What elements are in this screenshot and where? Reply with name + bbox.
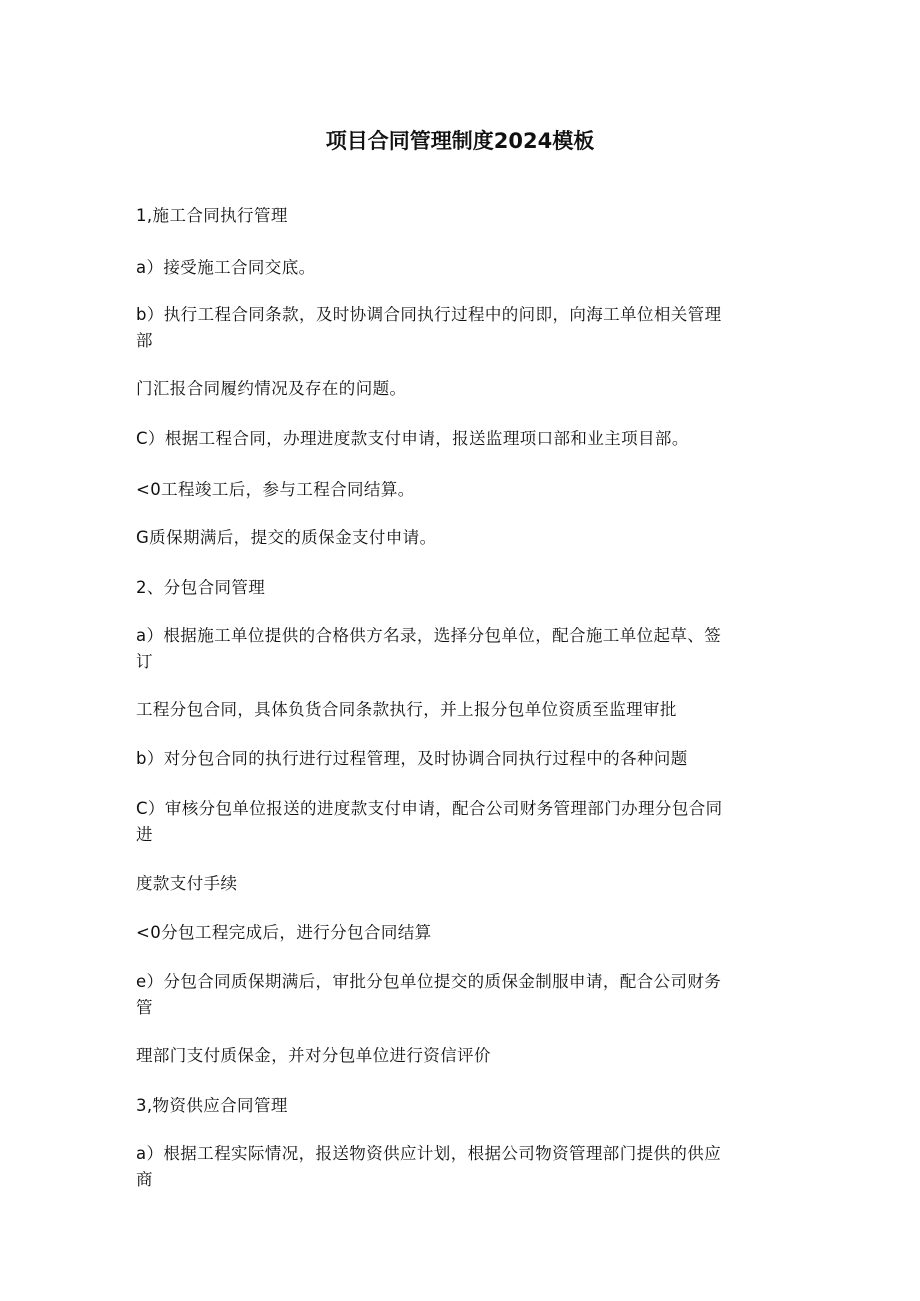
paragraph-line: 度款支付手续 [136,874,238,893]
section-heading-2: 2、分包合同管理 [136,578,266,597]
section-heading-1: 1,施工合同执行管理 [136,206,288,225]
paragraph-line: 部 [136,331,153,350]
paragraph-line: 理部门支付质保金，并对分包单位进行资信评价 [136,1046,491,1065]
paragraph-line: 订 [136,652,153,671]
paragraph-line: e）分包合同质保期满后，审批分包单位提交的质保金制服申请，配合公司财务 [136,972,722,991]
paragraph-line: <0工程竣工后，参与工程合同结算。 [136,480,415,499]
paragraph-line: C）审核分包单位报送的进度款支付申请，配合公司财务管理部门办理分包合同 [136,799,723,818]
paragraph-line: 管 [136,998,153,1017]
paragraph-line: a）根据施工单位提供的合格供方名录，选择分包单位，配合施工单位起草、签 [136,626,722,645]
document-title: 项目合同管理制度2024模板 [325,129,595,153]
paragraph-line: 商 [136,1170,153,1189]
paragraph-line: a）接受施工合同交底。 [136,258,316,277]
paragraph-line: b）对分包合同的执行进行过程管理，及时协调合同执行过程中的各种问题 [136,749,688,768]
paragraph-line: b）执行工程合同条款，及时协调合同执行过程中的问即，向海工单位相关管理 [136,305,722,324]
paragraph-line: 进 [136,825,153,844]
paragraph-line: 工程分包合同，具体负货合同条款执行，并上报分包单位资质至监理审批 [136,700,677,719]
paragraph-line: 门汇报合同履约情况及存在的问题。 [136,379,407,398]
paragraph-line: G质保期满后，提交的质保金支付申请。 [136,528,437,547]
paragraph-line: a）根据工程实际情况，报送物资供应计划，根据公司物资管理部门提供的供应 [136,1144,722,1163]
paragraph-line: <0分包工程完成后，进行分包合同结算 [136,923,432,942]
section-heading-3: 3,物资供应合同管理 [136,1096,288,1115]
paragraph-line: C）根据工程合同，办理进度款支付申请，报送监理项口部和业主项目部。 [136,429,689,448]
